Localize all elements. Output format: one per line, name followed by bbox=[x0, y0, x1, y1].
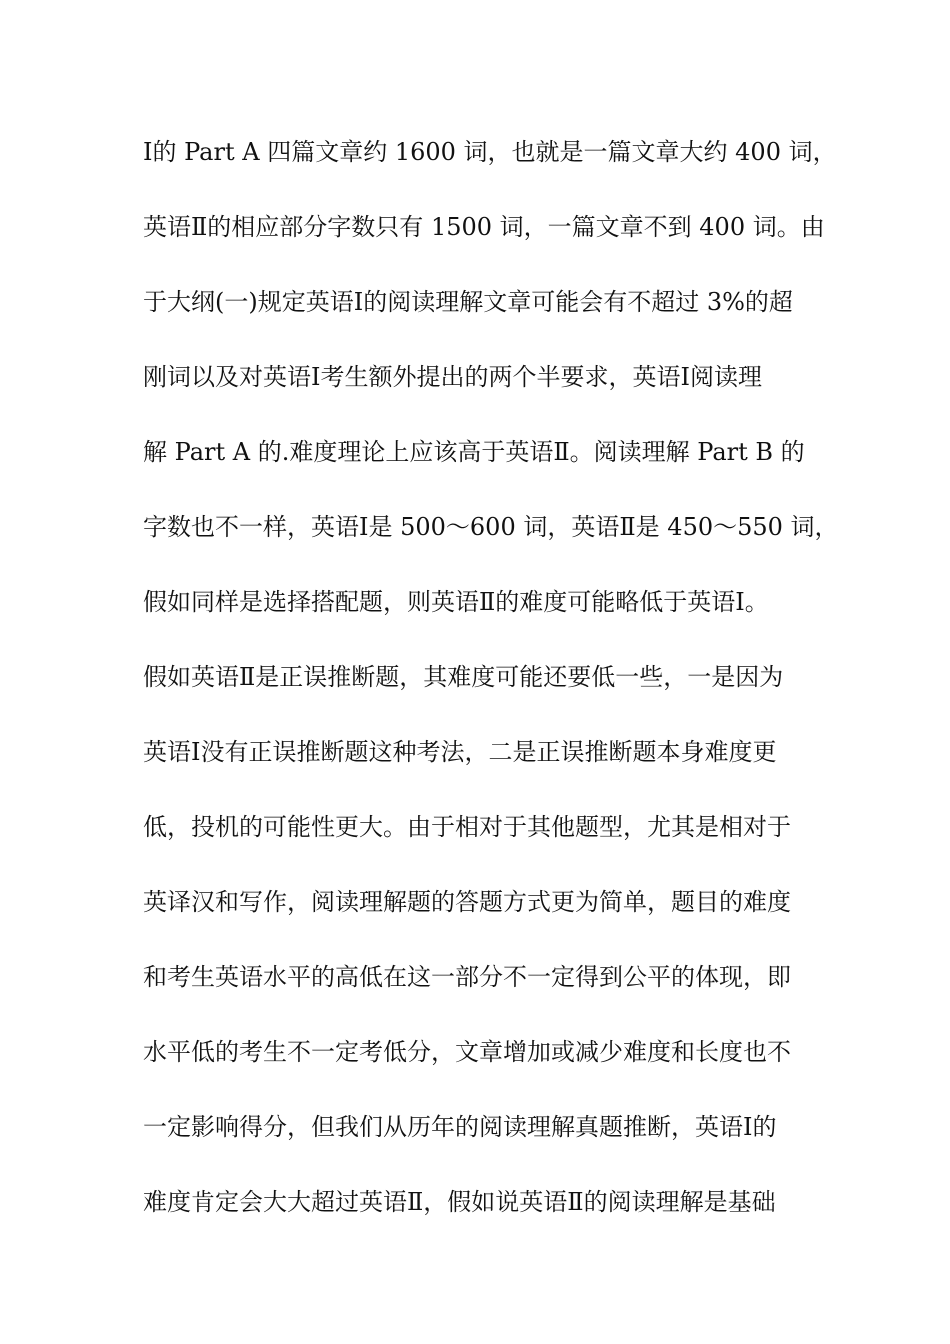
text-line: 和考生英语水平的高低在这一部分不一定得到公平的体现，即 bbox=[143, 963, 791, 991]
text-line: 字数也不一样，英语Ⅰ是 500～600 词，英语Ⅱ是 450～550 词， bbox=[143, 513, 839, 541]
text-line: 解 Part A 的.难度理论上应该高于英语Ⅱ。阅读理解 Part B 的 bbox=[143, 438, 805, 466]
text-line: 假如同样是选择搭配题，则英语Ⅱ的难度可能略低于英语Ⅰ。 bbox=[143, 588, 769, 616]
body-paragraph bbox=[143, 128, 839, 1253]
text-line: 一定影响得分，但我们从历年的阅读理解真题推断，英语Ⅰ的 bbox=[143, 1113, 777, 1141]
text-line: 假如英语Ⅱ是正误推断题，其难度可能还要低一些，一是因为 bbox=[143, 663, 784, 691]
text-line: 刚词以及对英语Ⅰ考生额外提出的两个半要求，英语Ⅰ阅读理 bbox=[143, 363, 762, 391]
text-line: 低，投机的可能性更大。由于相对于其他题型，尤其是相对于 bbox=[143, 813, 791, 841]
text-line: 难度肯定会大大超过英语Ⅱ，假如说英语Ⅱ的阅读理解是基础 bbox=[143, 1188, 776, 1216]
text-line: 于大纲(一)规定英语Ⅰ的阅读理解文章可能会有不超过 3%的超 bbox=[143, 288, 793, 316]
text-line: Ⅰ的 Part A 四篇文章约 1600 词，也就是一篇文章大约 400 词， bbox=[143, 138, 837, 166]
text-line: 英语Ⅱ的相应部分字数只有 1500 词，一篇文章不到 400 词。由 bbox=[143, 213, 825, 241]
text-line: 英译汉和写作，阅读理解题的答题方式更为简单，题目的难度 bbox=[143, 888, 791, 916]
text-line: 英语Ⅰ没有正误推断题这种考法，二是正误推断题本身难度更 bbox=[143, 738, 777, 766]
text-line: 水平低的考生不一定考低分，文章增加或减少难度和长度也不 bbox=[143, 1038, 791, 1066]
